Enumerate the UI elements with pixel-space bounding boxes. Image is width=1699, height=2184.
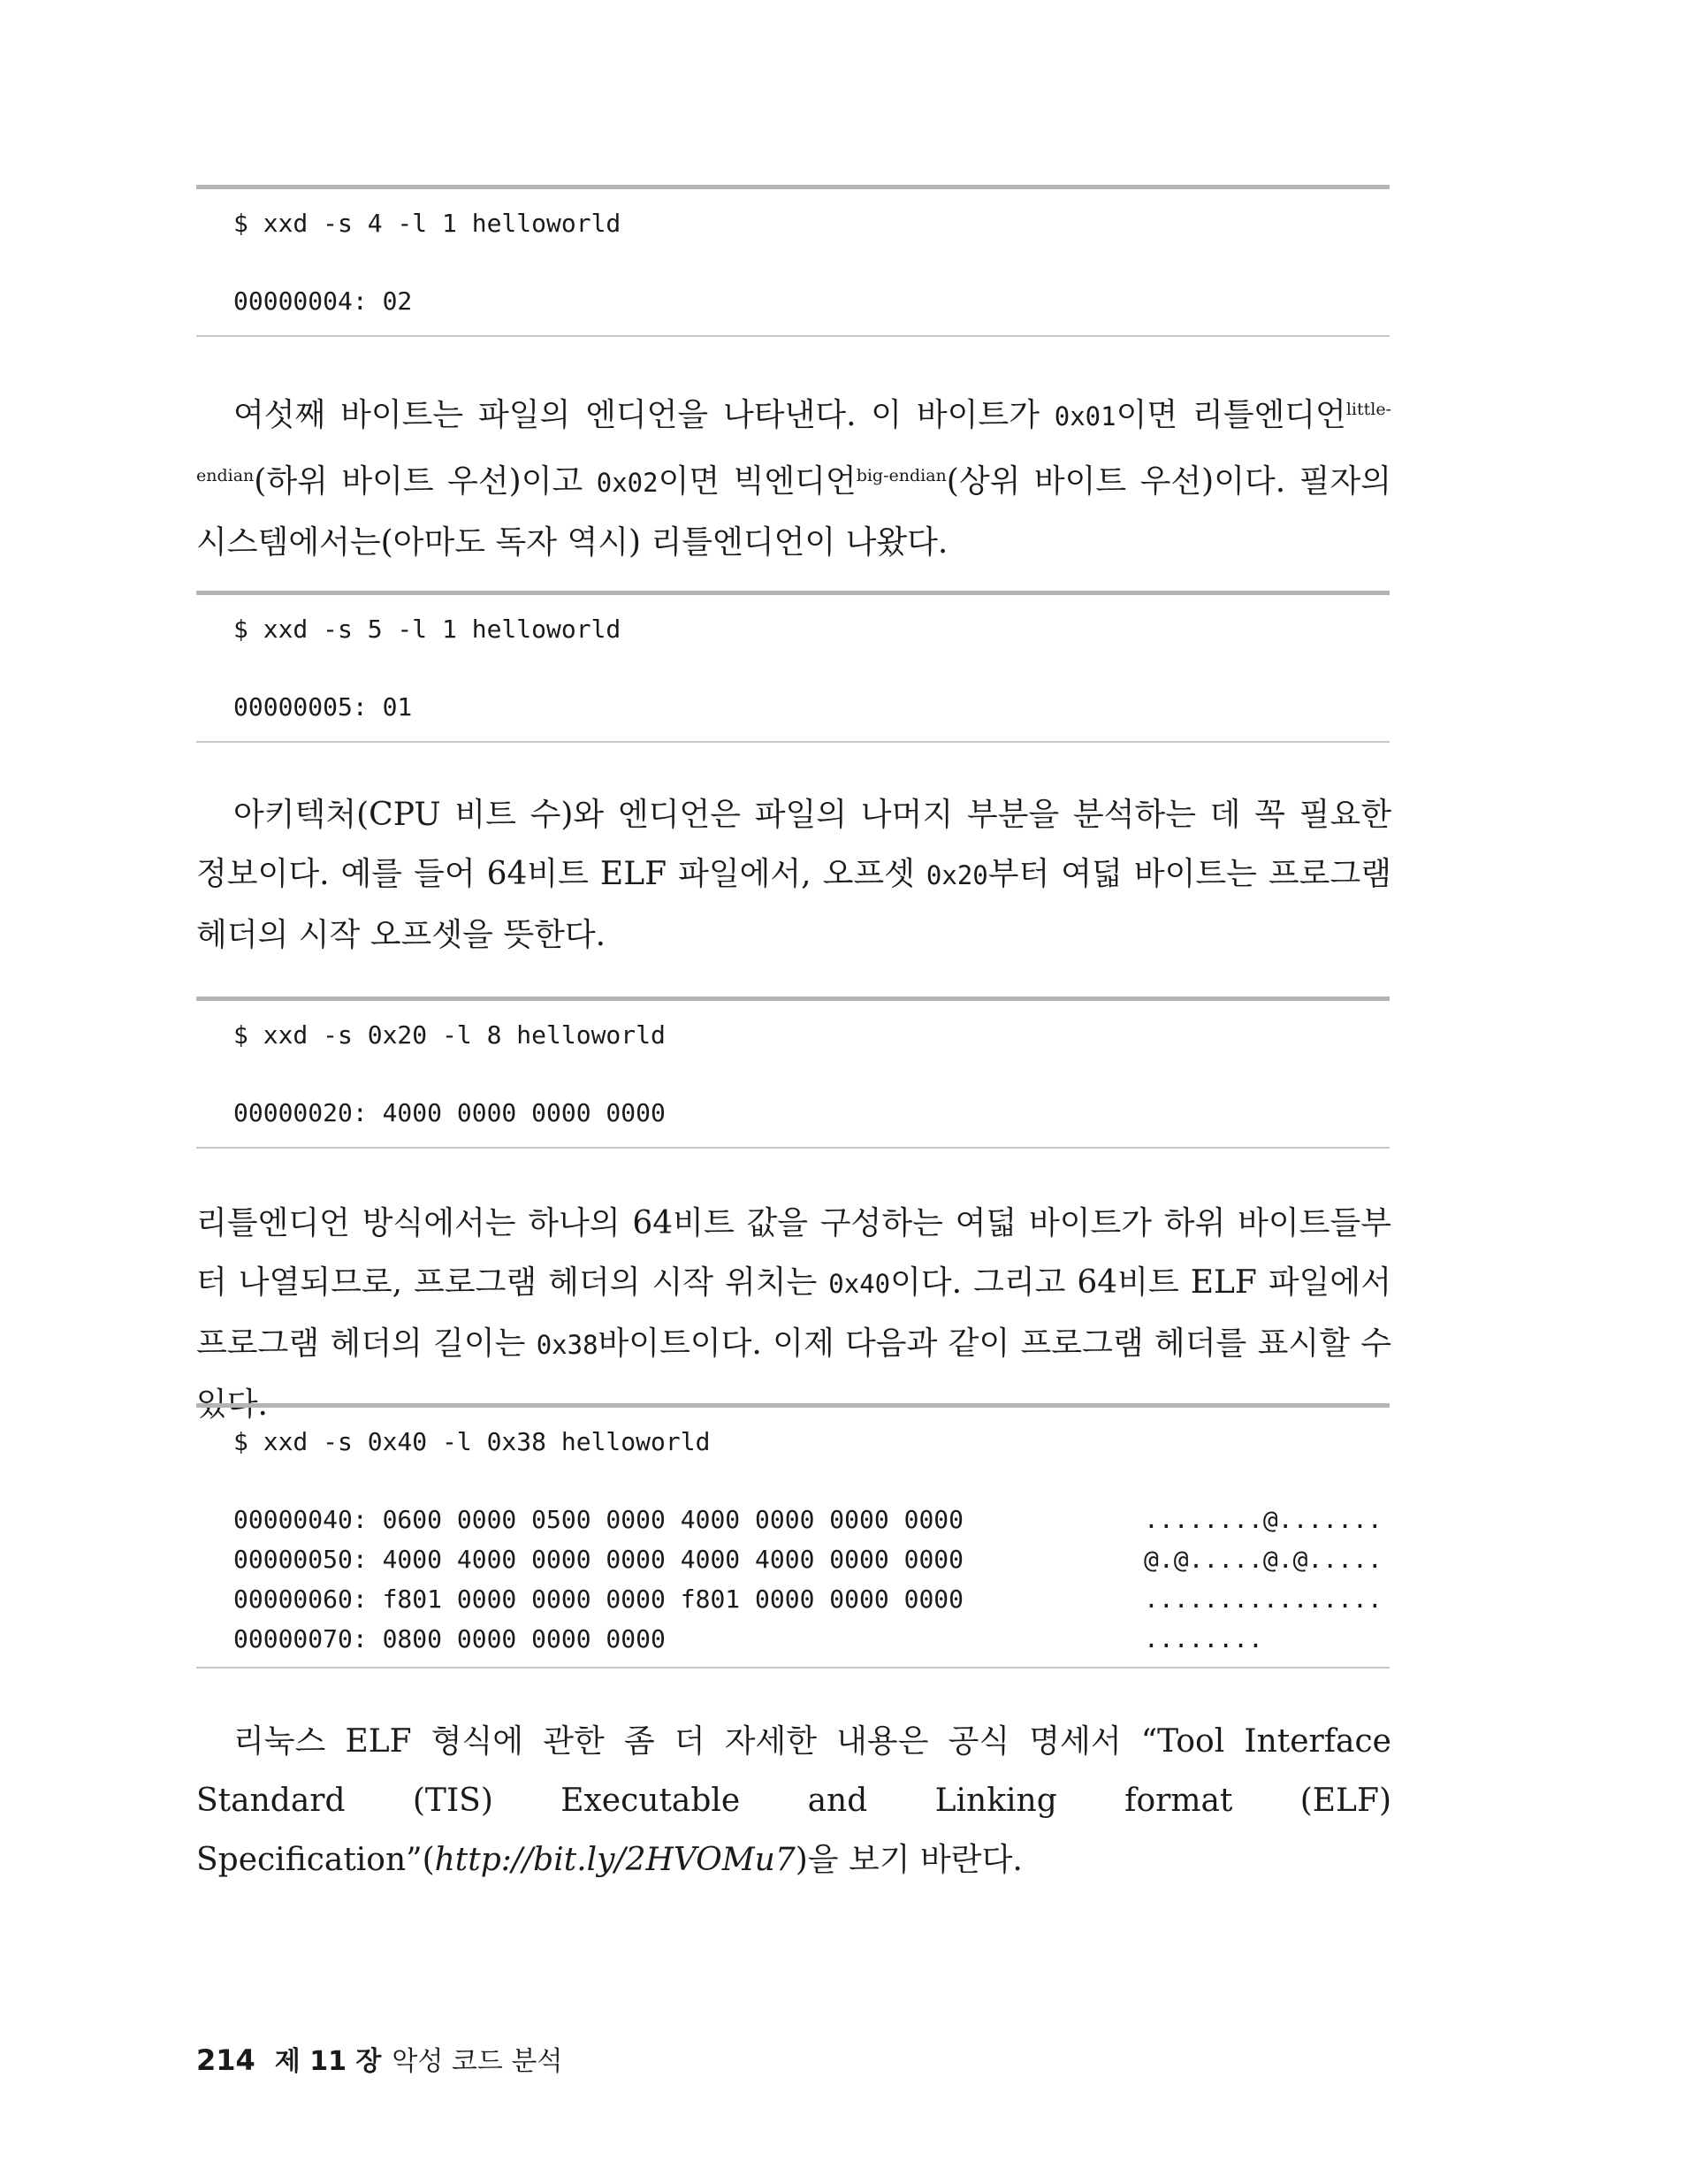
hexdump-hex: 00000040: 0600 0000 0500 0000 4000 0000 0000 0000 (233, 1505, 964, 1534)
code-output: 00000005: 01 (233, 692, 413, 722)
code-block (196, 185, 1390, 337)
code-command: $ xxd -s 5 -l 1 helloworld (233, 615, 621, 644)
hexdump-ascii: ........ (1144, 1624, 1263, 1653)
superscript-note: big-endian (856, 466, 947, 485)
inline-code: 0x02 (596, 468, 659, 498)
hexdump-ascii: @.@.....@.@..... (1144, 1545, 1383, 1574)
hexdump-hex: 00000060: f801 0000 0000 0000 f801 0000 0000 0000 (233, 1585, 964, 1614)
inline-code: 0x01 (1054, 401, 1116, 431)
hexdump-ascii: ........@....... (1144, 1505, 1383, 1534)
chapter-title: 악성 코드 분석 (392, 2046, 563, 2077)
paragraph-elf-spec: 리눅스 ELF 형식에 관한 좀 더 자세한 내용은 공식 명세서 “Tool Interface Standard (TIS) Executable and Linking format (ELF) Specification”(http://bit.ly/2HVOMu7)을 보기 바란다. (196, 1723, 1391, 1878)
chapter-number: 제 11 장 (274, 2046, 382, 2077)
superscript-note: little-endian (196, 400, 1391, 485)
code-output: 00000004: 02 (233, 286, 413, 316)
paragraph-endianness: 여섯째 바이트는 파일의 엔디언을 나타낸다. 이 바이트가 0x01이면 리틀엔디언$^{little-endian}$(하위 바이트 우선)이고 0x02이면 빅엔디언$^{big-endian}$(상위 바이트 우선)이다. 필자의 시스템에서는(아마도 독자 역시) 리틀엔디언이 나왔다. (196, 397, 1391, 561)
hexdump-hex: 00000070: 0800 0000 0000 0000 (233, 1624, 666, 1653)
code-block (196, 591, 1390, 743)
code-block-hexdump (196, 1403, 1390, 1669)
hexdump-ascii: ................ (1144, 1585, 1383, 1614)
paragraph-architecture: 아키텍처(CPU 비트 수)와 엔디언은 파일의 나머지 부분을 분석하는 데 꼭 필요한 정보이다. 예를 들어 64비트 ELF 파일에서, 오프셋 0x20부터 여덟 바이트는 프로그램 헤더의 시작 오프셋을 뜻한다. (196, 797, 1391, 953)
code-command: $ xxd -s 4 -l 1 helloworld (233, 209, 621, 238)
code-block (196, 997, 1390, 1149)
page-footer (196, 2043, 562, 2080)
hexdump-hex: 00000050: 4000 4000 0000 0000 4000 4000 0000 0000 (233, 1545, 964, 1574)
code-command: $ xxd -s 0x20 -l 8 helloworld (233, 1020, 666, 1050)
paragraph-program-header: 리틀엔디언 방식에서는 하나의 64비트 값을 구성하는 여덟 바이트가 하위 바이트들부터 나열되므로, 프로그램 헤더의 시작 위치는 0x40이다. 그리고 64비트 ELF 파일에서 프로그램 헤더의 길이는 0x38바이트이다. 이제 다음과 같이 프로그램 헤더를 표시할 수 있다. (196, 1205, 1391, 1423)
code-output: 00000020: 4000 0000 0000 0000 (233, 1098, 666, 1127)
inline-code: 0x40 (828, 1269, 891, 1299)
page-number: 214 (196, 2043, 255, 2077)
inline-code: 0x20 (926, 860, 988, 890)
code-command: $ xxd -s 0x40 -l 0x38 helloworld (233, 1427, 711, 1456)
reference-link[interactable]: http://bit.ly/2HVOMu7 (434, 1842, 796, 1878)
inline-code: 0x38 (536, 1330, 598, 1360)
